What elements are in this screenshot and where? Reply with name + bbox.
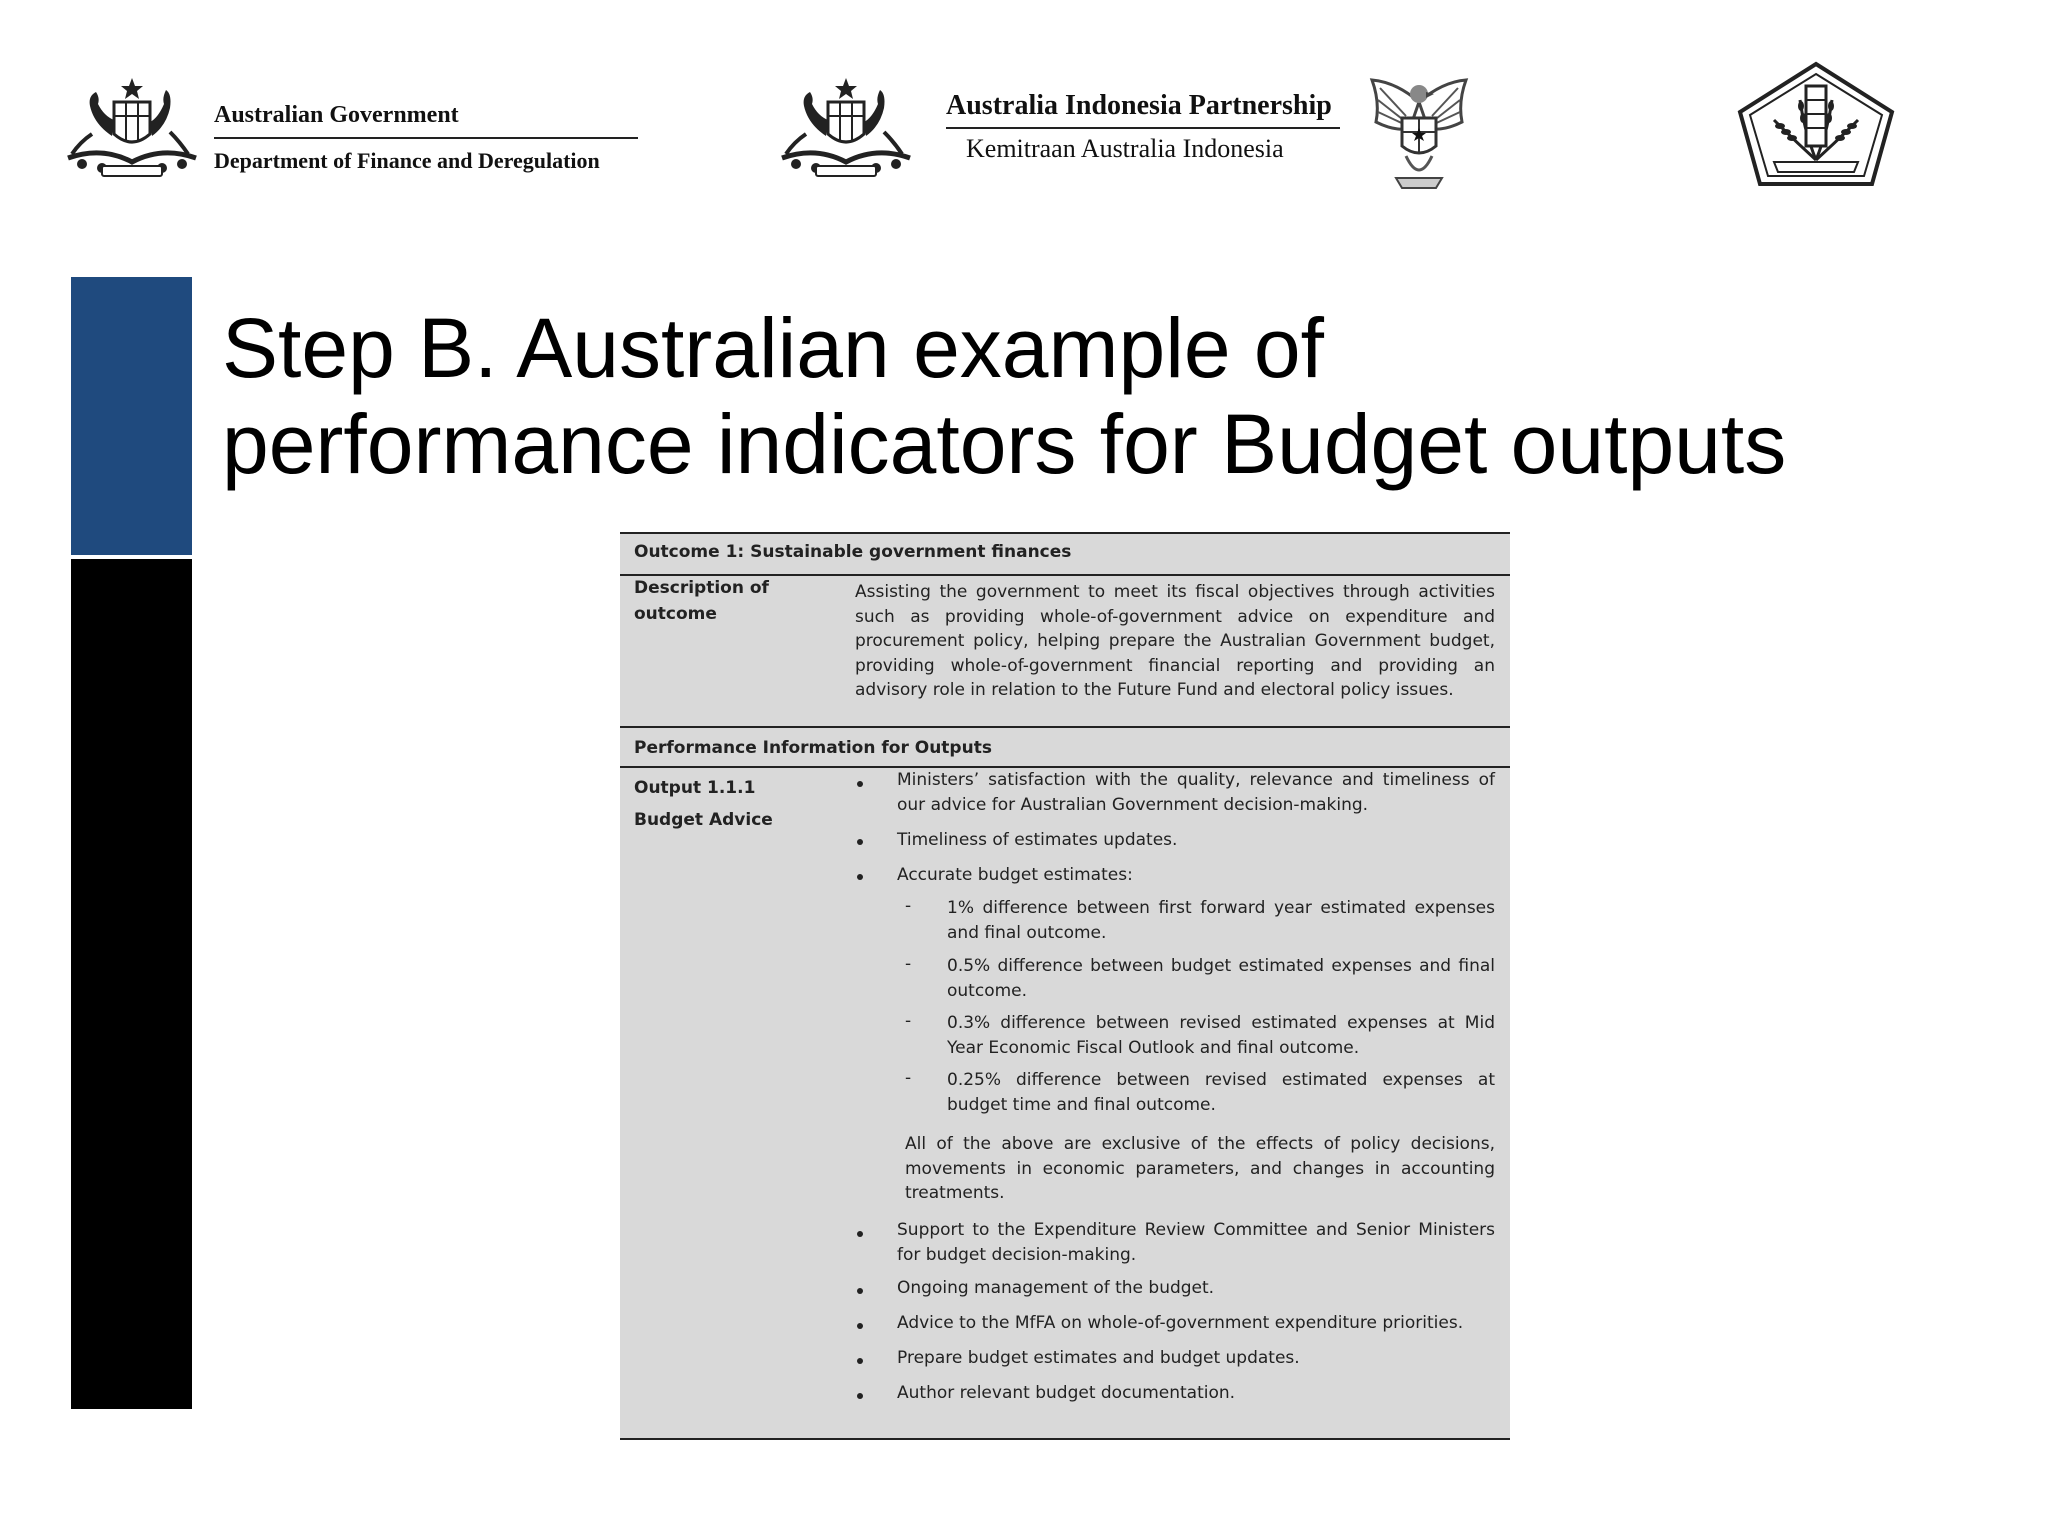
bullet-marker	[857, 874, 863, 880]
sub-item-dash: -	[905, 1068, 912, 1088]
bullet-marker	[857, 1323, 863, 1329]
performance-header: Performance Information for Outputs	[634, 738, 992, 758]
bullet-item: Ongoing management of the budget.	[897, 1278, 1215, 1298]
partnership-divider	[946, 127, 1340, 129]
outcome-header-rule	[620, 574, 1510, 576]
australian-coat-of-arms-icon	[62, 76, 202, 180]
partnership-subtitle: Kemitraan Australia Indonesia	[966, 134, 1284, 163]
description-rule	[620, 726, 1510, 728]
slide-title	[222, 300, 1982, 492]
performance-table	[620, 532, 1510, 1440]
partnership-title: Australia Indonesia Partnership	[946, 90, 1332, 121]
ministry-of-finance-emblem-icon	[1734, 60, 1898, 190]
accent-bar-blue	[71, 277, 192, 555]
slide-title-line-2: performance indicators for Budget outputs	[222, 397, 1787, 491]
sub-item: 0.3% difference between revised estimated expenses at Mid Year Economic Fiscal Outlook and final outcome.	[947, 1013, 1495, 1058]
sub-item: 1% difference between first forward year estimated expenses and final outcome.	[947, 898, 1495, 943]
sub-item-dash: -	[905, 954, 912, 974]
bullet-item: Ministers’ satisfaction with the quality, relevance and timeliness of our advice for Australian Government decision-making.	[897, 770, 1495, 815]
description-label-line-2: outcome	[634, 604, 717, 624]
bullet-item: Support to the Expenditure Review Committee and Senior Ministers for budget decision-making.	[897, 1220, 1495, 1265]
table-top-rule	[620, 532, 1510, 534]
bullet-item: Timeliness of estimates updates.	[897, 830, 1178, 850]
outcome-header: Outcome 1: Sustainable government finances	[634, 542, 1072, 562]
sub-item: 0.5% difference between budget estimated expenses and final outcome.	[947, 956, 1495, 1001]
bullet-marker	[857, 781, 863, 787]
output-label-line-1: Output 1.1.1	[634, 778, 756, 798]
gov-divider	[214, 137, 638, 139]
table-bottom-rule	[620, 1438, 1510, 1440]
slide-title-line-1: Step B. Australian example of	[222, 301, 1324, 395]
bullet-item: Author relevant budget documentation.	[897, 1383, 1236, 1403]
output-label-line-2: Budget Advice	[634, 810, 773, 830]
sub-item-dash: -	[905, 896, 912, 916]
description-label-line-1: Description of	[634, 578, 769, 598]
gov-department: Department of Finance and Deregulation	[214, 148, 600, 173]
gov-name: Australian Government	[214, 102, 459, 128]
bullet-marker	[857, 1358, 863, 1364]
bullet-marker	[857, 1393, 863, 1399]
exclusion-note: All of the above are exclusive of the effects of policy decisions, movements in economic parameters, and changes in accounting treatments.	[905, 1134, 1495, 1203]
bullet-item: Prepare budget estimates and budget updates.	[897, 1348, 1300, 1368]
sub-item-dash: -	[905, 1011, 912, 1031]
bullet-marker	[857, 1288, 863, 1294]
bullet-item: Accurate budget estimates:	[897, 865, 1133, 885]
accent-bar-black	[71, 559, 192, 1409]
description-text: Assisting the government to meet its fiscal objectives through activities such as providing whole-of-government advice on expenditure and procurement policy, helping prepare the Australian Government budget, providing whole-of-government financial reporting and providing an advisory role in relation to the Future Fund and electoral policy issues.	[855, 582, 1495, 700]
sub-item: 0.25% difference between revised estimated expenses at budget time and final outcome.	[947, 1070, 1495, 1115]
bullet-item: Advice to the MfFA on whole-of-government expenditure priorities.	[897, 1313, 1464, 1333]
bullet-marker	[857, 839, 863, 845]
bullet-marker	[857, 1231, 863, 1237]
australian-coat-of-arms-icon	[776, 76, 916, 180]
garuda-pancasila-icon	[1366, 72, 1472, 194]
